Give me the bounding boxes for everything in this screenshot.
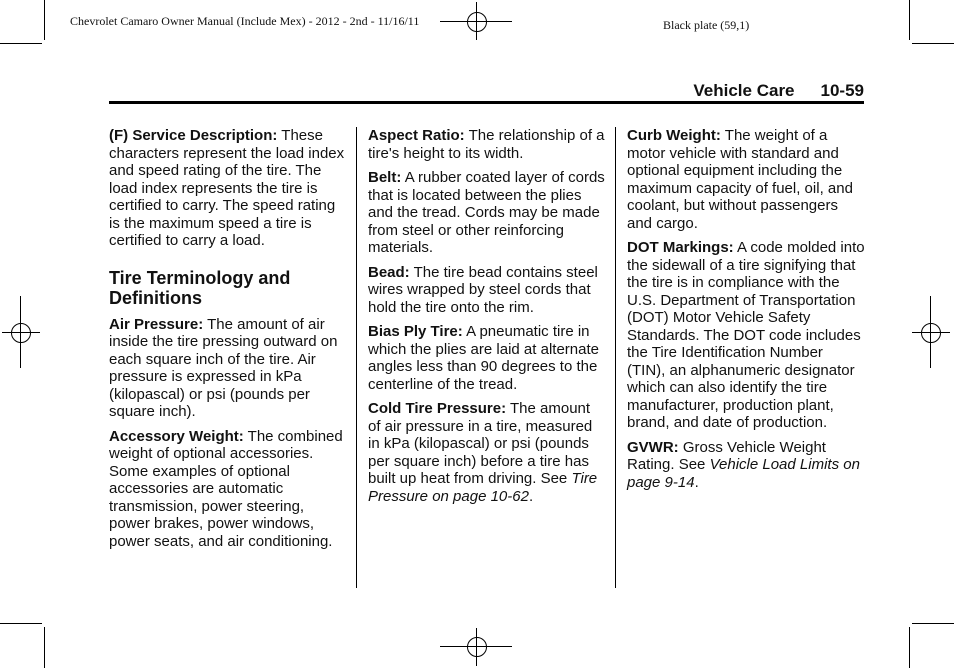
definition: The amount of air inside the tire pressing outward on each square inch of the tire. Air pressure is expressed in kPa (kilopascal) or psi (pounds per square inch).: [109, 315, 338, 420]
term: Cold Tire Pressure:: [368, 400, 507, 417]
definition-bead: [368, 264, 606, 317]
term: Air Pressure:: [109, 315, 204, 333]
definition-air-pressure: [109, 316, 347, 421]
definition: The combined weight of optional accessories. Some examples of optional accessories are automatic transmission, power steering, power brakes, power windows, power seats, and air conditioning.: [109, 427, 343, 550]
term: Accessory Weight:: [109, 427, 244, 445]
cross-reference-link[interactable]: Tire Pressure on page 10-62: [368, 470, 598, 505]
page-number: 10-59: [820, 81, 864, 100]
definition-accessory-weight: [109, 428, 347, 551]
term: GVWR:: [627, 438, 679, 456]
definition: The weight of a motor vehicle with standard and optional equipment including the maximum capacity of fuel, oil, and coolant, but without passengers and cargo.: [627, 127, 853, 232]
term: Curb Weight:: [627, 127, 721, 144]
column-divider: [356, 127, 357, 588]
term: Belt:: [368, 169, 402, 186]
definition: Gross Vehicle Weight Rating. See: [627, 438, 826, 473]
term: Bias Ply Tire:: [368, 323, 463, 340]
column-2: [368, 127, 606, 512]
running-header: [693, 81, 864, 101]
definition-cold-tire-pressure: [368, 400, 606, 505]
section-heading: Tire Terminology and Definitions: [109, 267, 291, 308]
cross-reference-link[interactable]: Vehicle Load Limits on page 9-14: [627, 456, 860, 491]
slug-right: Black plate (59,1): [663, 18, 750, 32]
term: (F) Service Description:: [109, 127, 278, 144]
definition: The tire bead contains steel wires wrapped by steel cords that hold the tire onto the rim.: [368, 263, 598, 316]
column-1: [109, 127, 347, 557]
term: Aspect Ratio:: [368, 127, 465, 144]
punctuation: .: [694, 473, 699, 491]
punctuation: .: [528, 487, 534, 505]
definition-aspect-ratio: [368, 127, 606, 162]
definition-dot-markings: [627, 239, 865, 432]
definition-bias-ply-tire: [368, 323, 606, 393]
definition: The relationship of a tire's height to its width.: [368, 127, 605, 162]
definition-service-description: [109, 127, 347, 250]
header-rule: [109, 101, 864, 104]
term: Bead:: [368, 263, 410, 281]
definition-gvwr: [627, 439, 865, 492]
definition: A code molded into the sidewall of a tire signifying that the tire is in compliance with the U.S. Department of Transportation (DOT) Motor Vehicle Safety Standards. The DOT code includes the Tire Identification Number (TIN), an alphanumeric designator which can also identify the tire manufacturer, production plant, brand, and date of production.: [627, 239, 865, 431]
definition: A rubber coated layer of cords that is located between the plies and the tread. Cords may be made from steel or other reinforcing materials.: [368, 169, 605, 256]
column-divider: [615, 127, 616, 588]
column-3: [627, 127, 865, 498]
section-title: Vehicle Care: [693, 81, 795, 100]
definition: These characters represent the load index and speed rating of the tire. The load index represents the tire is certified to carry. The speed rating is the maximum speed a tire is certified to carry a load.: [109, 127, 345, 249]
definition-belt: [368, 169, 606, 257]
definition-curb-weight: [627, 127, 865, 232]
definition: A pneumatic tire in which the plies are laid at alternate angles less than 90 degrees to the centerline of the tread.: [368, 323, 599, 393]
definition: The amount of air pressure in a tire, measured in kPa (kilopascal) or psi (pounds per square inch) before a tire has built up heat from driving. See: [368, 400, 593, 487]
slug-left: Chevrolet Camaro Owner Manual (Include Mex) - 2012 - 2nd - 11/16/11: [70, 14, 420, 28]
term: DOT Markings:: [627, 239, 734, 256]
